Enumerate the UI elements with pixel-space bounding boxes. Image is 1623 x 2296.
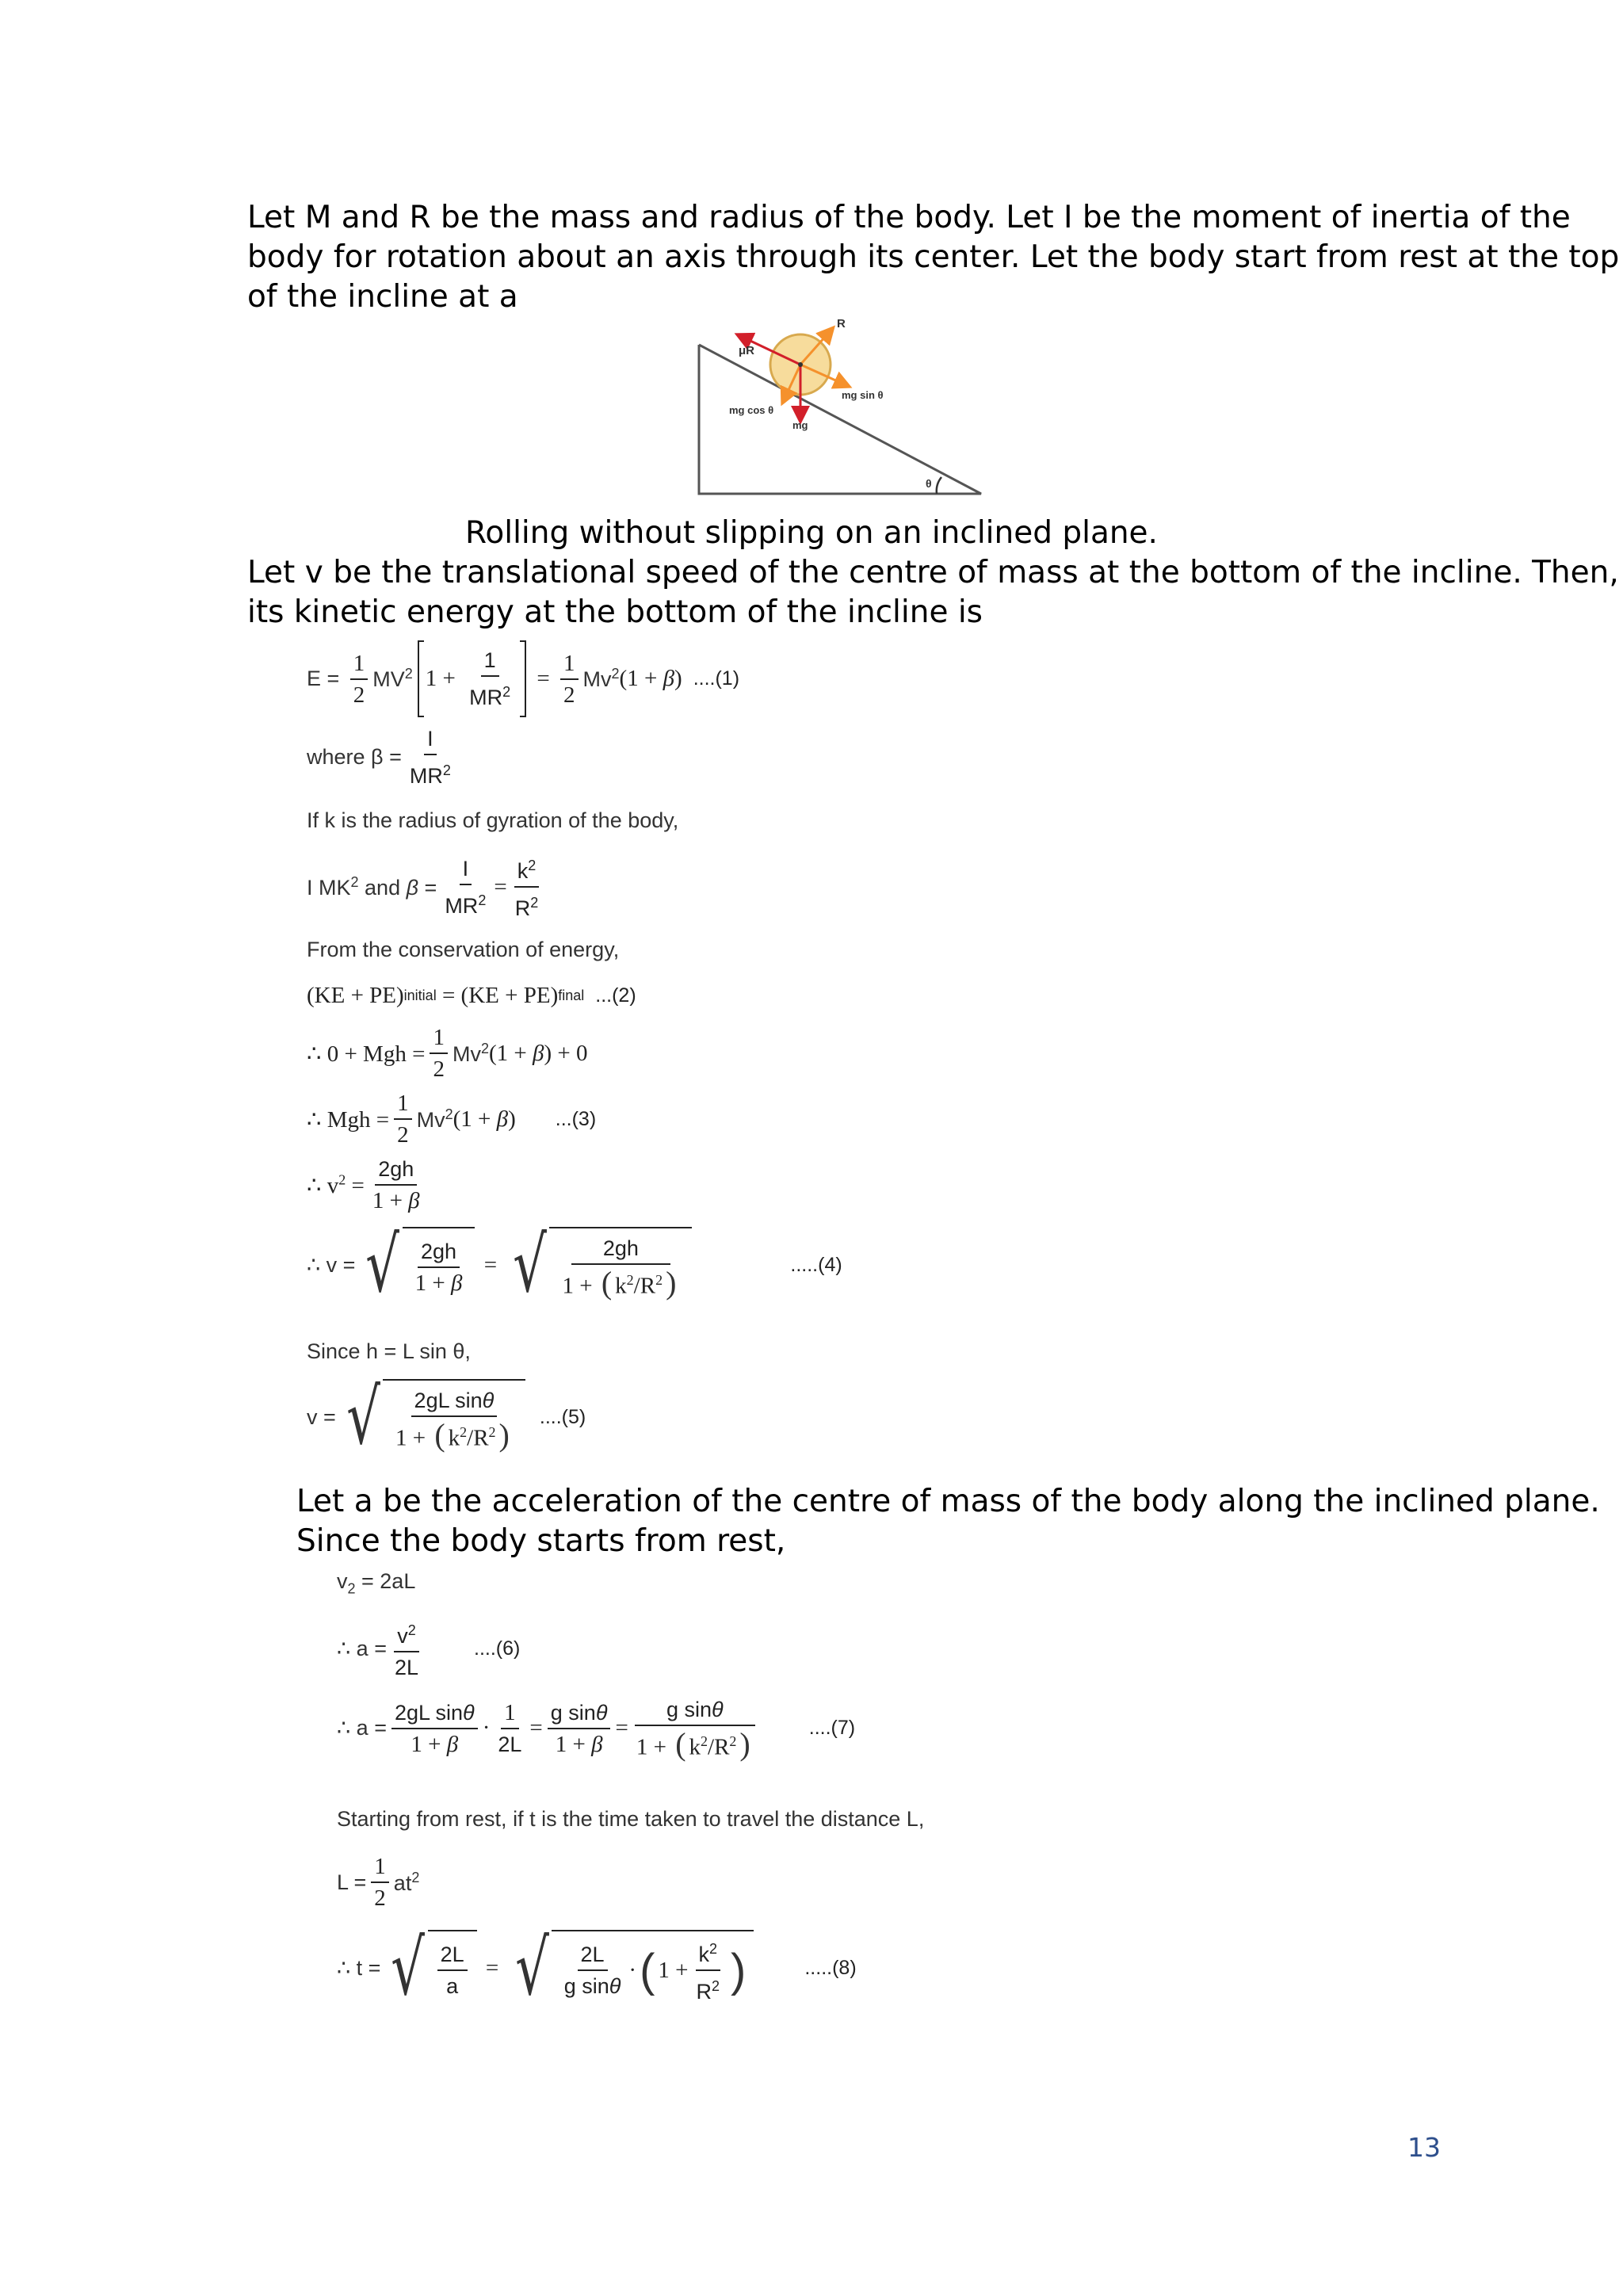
conservation-text: From the conservation of energy, [307, 938, 620, 961]
energy-equation: ∴ 0 + Mgh = $\frac{1}{2}$ Mv$^2$ (1 + β) + 0 [307, 1025, 588, 1082]
v2-equation: $v_2 = 2aL$ [337, 1569, 416, 1597]
equation-4: ∴ v = √ $\frac{2gh}{1 + \beta}$ = √ $\frac{2gh}{1 + ( k^2/R^2 )}$ .....(4) [307, 1221, 842, 1309]
acceleration-line-2: Since the body starts from rest, [296, 1523, 786, 1559]
equation-7: ∴ a = $\frac{\text{2gL sinθ}}{1 + \beta}$ · $\frac{1}{2L}$ = $\frac{\text{g sinθ}}{1 + \beta}$ = $\frac{\text{g sinθ}}{1 + ( k^2/R^2 )}$ ....(7) [337, 1698, 856, 1762]
kinetic-line-2: its kinetic energy at the bottom of the incline is [247, 594, 983, 630]
label-muR: μR [739, 344, 755, 357]
figure-caption: Rolling without slipping on an inclined plane. [465, 515, 1158, 551]
gyration-equation: I $MK^2$ and β = $\frac{I}{MR^2}$ = $\frac{k^2}{R^2}$ [307, 852, 546, 922]
since-h-text: Since h = L sin θ, [307, 1339, 471, 1363]
equation-8: ∴ t = √ $\frac{2L}{a}$ = √ $\frac{2L}{\text{g sinθ}}$ · ( 1 + $\frac{k^2}{R^2}$ ) .....(8) [337, 1924, 857, 2012]
label-mg-sin: mg sin θ [842, 389, 884, 401]
equation-1: E = $\frac{1}{2}$ $MV^2$ 1 + $\frac{1}{MR^2}$ = $\frac{1}{2}$ Mv$^2$ (1 + β) ....(1) [307, 642, 739, 716]
eq1-ref: ....(1) [693, 667, 740, 690]
equation-5: v = √ $\frac{\text{2gL sinθ}}{1 + ( k^2/R^2 )}$ ....(5) [307, 1373, 586, 1461]
intro-line-2: body for rotation about an axis through its center. Let the body start from rest at the top [247, 239, 1620, 275]
page-number: 13 [1407, 2132, 1441, 2163]
intro-line-1: Let M and R be the mass and radius of the body. Let I be the moment of inertia of the [247, 200, 1571, 235]
equation-6: ∴ a = $\frac{v^2}{2L}$ ....(6) [337, 1617, 520, 1681]
theta-arc [937, 477, 941, 494]
equation-3: ∴ Mgh = $\frac{1}{2}$ Mv$^2$ (1 + β) ...(3) [307, 1091, 597, 1148]
intro-paragraph [247, 198, 1619, 317]
starting-text: Starting from rest, if t is the time taken to travel the distance L, [337, 1807, 925, 1831]
acceleration-paragraph [296, 1482, 1600, 1561]
kinetic-paragraph [247, 553, 1619, 632]
intro-line-3: of the incline at a [247, 279, 518, 315]
kinetic-line-1: Let v be the translational speed of the centre of mass at the bottom of the incline. Then, [247, 555, 1619, 590]
v-squared-equation: ∴ $v^2$ = $\frac{2gh}{1 + \beta}$ [307, 1157, 420, 1213]
gyration-text: If k is the radius of gyration of the body, [307, 808, 679, 832]
acceleration-line-1: Let a be the acceleration of the centre of mass of the body along the inclined plane. [296, 1484, 1600, 1519]
incline-triangle [699, 345, 981, 494]
distance-equation: L = $\frac{1}{2}$ $at^2$ [337, 1854, 420, 1911]
inclined-plane-diagram [689, 313, 1006, 503]
label-R: R [837, 317, 846, 330]
label-theta: θ [926, 477, 932, 490]
where-beta-label: where β = [307, 745, 402, 769]
label-mg-cos: mg cos θ [729, 404, 774, 416]
equation-2: (KE + PE) initial = (KE + PE) final ...(2) [307, 983, 636, 1008]
label-mg: mg [792, 419, 808, 431]
where-beta: where β = $\frac{I}{MR^2}$ [307, 727, 451, 788]
